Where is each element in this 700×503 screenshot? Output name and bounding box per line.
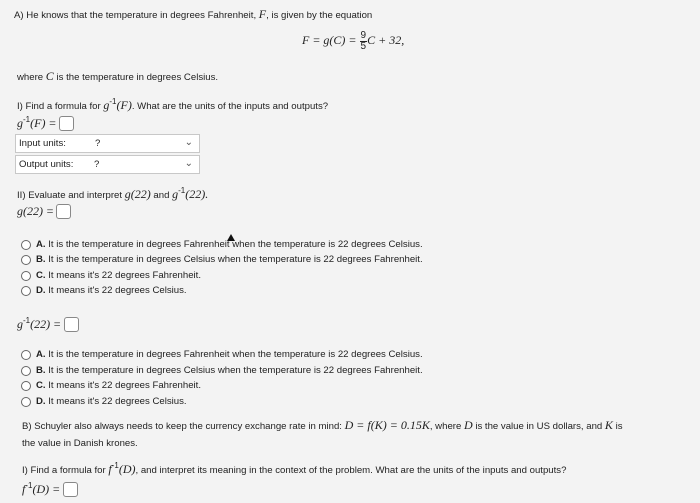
radio-option-b[interactable] [21,255,31,265]
g-inv-label-g: g [17,317,23,331]
where-post: is the temperature in degrees Celsius. [53,72,219,83]
where-pre: where [17,72,46,83]
option-c[interactable] [36,270,201,281]
f-inverse-answer-box[interactable] [63,482,78,497]
q1-answer-sup: -1 [23,115,31,124]
equals-sign: = [49,116,56,130]
q1-prompt-arg: (F) [116,98,132,112]
g-inv-label-arg: (22) [30,317,51,331]
option-text: It is the temperature in degrees Celsius when the temperature is 22 degrees Fahrenheit. [45,365,423,376]
g22-answer-box[interactable] [56,204,71,219]
part-b-q-post: , and interpret its meaning in the context of the problem. What are the units of the inputs and outputs? [135,465,567,476]
option-letter: D. [36,396,46,407]
input-units-dropdown[interactable] [15,134,200,153]
var-c: C [45,69,54,83]
part-b-is: is [612,421,623,432]
option-letter: B. [36,365,46,376]
input-units-value: ? [95,138,101,149]
var-d: D [463,418,473,432]
option-c[interactable] [36,380,201,391]
option-d[interactable] [36,285,187,296]
part-b-q-arg: (D) [118,462,136,476]
g-inverse-22-answer-row [17,316,79,332]
option-letter: A. [36,349,46,360]
part-b-mid: , where [429,421,464,432]
f-inv-label-sup: -1 [25,481,33,490]
f-inv-label-f: f [22,482,26,496]
q1-answer-arg: (F) [30,116,46,130]
fraction-numerator: 9 [360,29,367,41]
q2-prompt-sup: -1 [178,186,186,195]
currency-equation: D = f(K) = 0.15K [344,418,430,432]
g-inverse-22-answer-box[interactable] [64,317,79,332]
option-letter: C. [36,270,46,281]
option-text: It is the temperature in degrees Fahrenheit when the temperature is 22 degrees Celsius. [45,239,423,250]
part-b-question [22,461,566,477]
q1-prompt-post: . What are the units of the inputs and outputs? [131,101,329,112]
q1-prompt-g: g [103,98,110,112]
fahrenheit-equation [302,25,404,55]
q1-answer-g: g [17,116,23,130]
part-b-pre: B) Schuyler also always needs to keep the currency exchange rate in mind: [22,421,345,432]
part-b-line-2: the value in Danish krones. [22,438,138,449]
radio-option-b[interactable] [21,366,31,376]
question-2-prompt [17,186,208,202]
q1-prompt-pre: I) Find a formula for [17,101,104,112]
output-units-dropdown[interactable] [15,155,200,174]
option-b[interactable] [36,365,423,376]
g-inv-label-sup: -1 [23,316,31,325]
part-a-intro-end: , is given by the equation [266,10,373,21]
fraction-denominator: 5 [360,40,367,52]
equals-sign: = [46,204,54,218]
option-text: It means it's 22 degrees Fahrenheit. [45,270,202,281]
radio-option-d[interactable] [21,397,31,407]
q2-prompt-g22: g(22) [124,187,151,201]
part-b-q-pre: I) Find a formula for [22,465,109,476]
option-text: It is the temperature in degrees Fahrenheit when the temperature is 22 degrees Celsius. [45,349,423,360]
q2-prompt-g: g [172,187,179,201]
part-b-line-1 [22,418,623,433]
chevron-down-icon: ⌄ [184,158,193,169]
var-k: K [604,418,613,432]
radio-option-c[interactable] [21,381,31,391]
option-letter: C. [36,380,46,391]
radio-option-d[interactable] [21,286,31,296]
input-units-label: Input units: [19,138,66,149]
option-letter: B. [36,254,46,265]
var-f: F [258,7,267,21]
radio-option-c[interactable] [21,271,31,281]
equation-right: C + 32, [367,33,405,47]
chevron-down-icon: ⌄ [184,137,193,148]
question-1-prompt [17,97,328,113]
part-b-q-sup: -1 [111,461,119,470]
radio-option-a[interactable] [21,350,31,360]
g22-answer-row [17,204,71,219]
radio-option-a[interactable] [21,240,31,250]
equation-left: F = g(C) = [302,33,360,47]
g-inverse-f-answer-box[interactable] [59,116,74,131]
q2-prompt-pre: II) Evaluate and interpret [17,190,125,201]
option-a[interactable] [36,349,423,360]
output-units-label: Output units: [19,159,74,170]
f-inverse-answer-row [22,481,78,497]
part-a-intro [14,7,372,22]
equals-sign: = [52,482,60,496]
where-celsius-text [17,69,218,84]
option-b[interactable] [36,254,423,265]
q1-answer-row [17,115,74,131]
option-text: It means it's 22 degrees Fahrenheit. [45,380,202,391]
option-text: It means it's 22 degrees Celsius. [45,285,187,296]
option-letter: A. [36,239,46,250]
option-text: It is the temperature in degrees Celsius when the temperature is 22 degrees Fahrenheit. [45,254,423,265]
q2-prompt-arg: (22). [185,187,209,201]
output-units-value: ? [94,159,100,170]
part-b-post: is the value in US dollars, and [472,421,605,432]
option-d[interactable] [36,396,187,407]
option-letter: D. [36,285,46,296]
f-inv-label-arg: (D) [32,482,50,496]
q1-prompt-sup: -1 [109,97,117,106]
mouse-cursor-icon [227,234,235,241]
equals-sign: = [53,317,61,331]
part-b-q-f: f [108,462,112,476]
part-a-intro-text: A) He knows that the temperature in degrees Fahrenheit, [14,10,259,21]
q2-prompt-and: and [150,190,173,201]
option-text: It means it's 22 degrees Celsius. [45,396,187,407]
g22-label: g(22) [17,204,43,218]
nine-fifths-fraction [360,31,368,52]
